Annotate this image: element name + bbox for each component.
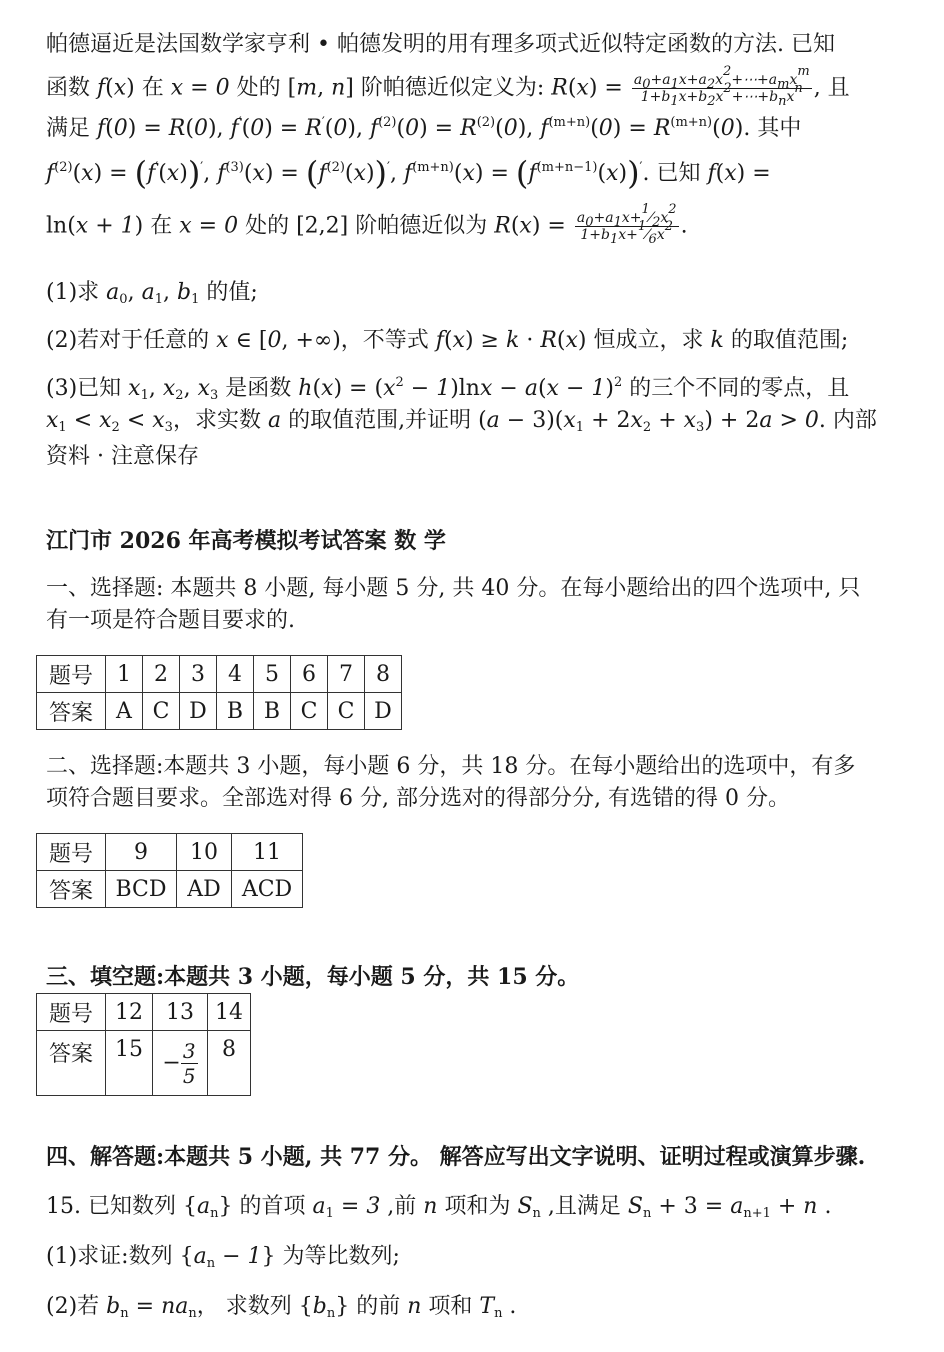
text: ， 求数列 [196,1294,299,1319]
table-header-cell: 题号 [37,834,106,871]
table-cell: 1 [106,656,143,693]
text: 的首项 [232,1194,313,1219]
text: 处的 [238,213,297,239]
problem-line-3: 满足 f(0) = R(0), f′(0) = R′(0), $f^{(2)}(0) = R^{(2)}(0)$, $f^{(m+n)}(0) = R^{(m+n)}(0)$. 其中 [46,115,802,141]
text: . 已知 [642,161,708,186]
text: 的取值范围,并证明 [281,408,479,433]
text: ,前 [380,1194,424,1219]
question-3-line-2: $x_1 < x_2 < x_3$，求实数 a 的取值范围,并证明 $(a - 3)(x_1 + 2x_2 + x_3) + 2a > 0$. 内部 [46,408,877,435]
text: 在 [143,213,180,239]
text: 函数 [46,75,97,101]
table-cell: 4 [217,656,254,693]
problem-line-4: $f^{(2)}(x) = (f'(x))'$, $f^{(3)}(x) = (f^{(2)}(x))'$, $f^{(m+n)}(x) = (f^{(m+n-1)}(x))'$. 已知 f(x) = [46,154,771,192]
table-cell: B [254,693,291,730]
table-row [37,834,303,871]
section-1-line-1 [46,574,860,604]
table-cell: A [106,693,143,730]
table-cell: 7 [328,656,365,693]
text: 的值; [199,280,258,305]
text: ，不等式 [340,328,436,353]
section-1-line-2 [46,606,295,636]
text: . 内部 [818,408,877,433]
table-row [37,871,303,908]
answers-title [46,526,446,556]
table-row [37,1031,251,1096]
text: 恒成立，求 [586,328,711,353]
pade-definition-fraction: $\frac{a_0+a_1x+a_2x^2+\cdots+a_mx^m}{1+b_1x+b_2x^2+\cdots+b_nx^n}$ [633,64,810,109]
table-cell: 10 [177,834,232,871]
text: . 其中 [743,116,802,141]
table-cell: BCD [106,871,177,908]
table-cell: ACD [232,871,303,908]
table-header-cell: 答案 [37,693,106,730]
table-cell: C [143,693,180,730]
section-2-line-1 [46,752,855,782]
text: 项符合题目要求。全部选对得 6 分, 部分选对的得部分分, 有选错的得 0 分。 [46,786,790,811]
table-cell: 15 [106,1031,153,1096]
table-cell: C [328,693,365,730]
denominator: 5 [182,1063,196,1088]
text: 满足 [46,116,97,141]
text: , 且 [813,75,850,101]
table-cell: 6 [291,656,328,693]
table-cell: D [365,693,402,730]
answer-table-1 [36,655,402,730]
text: 项和为 [437,1194,518,1219]
text: 阶帕德近似为 [348,213,495,239]
question-15-part-2: (2)若 $b_n = na_n$， 求数列 $\{b_n\}$ 的前 n 项和 $T_n$ . [46,1294,517,1321]
table-cell: 9 [106,834,177,871]
text: 为等比数列; [275,1244,400,1269]
question-15: 15. 已知数列 $\{a_n\}$ 的首项 $a_1 = 3$ ,前 n 项和为 $S_n$ ,且满足 $S_n + 3 = a_{n+1} + n$ . [46,1194,832,1221]
section-4-heading [46,1142,865,1172]
table-header-cell: 答案 [37,871,106,908]
table-header-cell: 题号 [37,994,106,1031]
text: 的取值范围; [723,328,849,353]
table-cell: 5 [254,656,291,693]
problem-line-5: ln(x + 1) 在 x = 0 处的 [2,2] 阶帕德近似为 R(x) = $\frac{a_0+a_1x+^1⁄_2x^2}{1+b_1x+^1⁄_6x^2}$ . [46,202,688,247]
text: 二、选择题:本题共 3 小题，每小题 6 分，共 18 分。在每小题给出的选项中，有多 [46,754,856,779]
question-2: (2)若对于任意的 x ∈ [0, +∞)，不等式 f(x) ≥ k · R(x) 恒成立，求 k 的取值范围; [46,328,849,353]
section-2-line-2 [46,784,790,814]
table-cell: C [291,693,328,730]
pade-approx-fraction: $\frac{a_0+a_1x+^1⁄_2x^2}{1+b_1x+^1⁄_6x^2}$ [576,202,677,247]
table-cell: 2 [143,656,180,693]
table-cell: 14 [208,994,251,1031]
answer-table-2 [36,833,303,908]
text: 四、解答题:本题共 5 小题, 共 77 分。 解答应写出文字说明、证明过程或演算步骤. [46,1144,866,1170]
problem-line-2: 函数 f(x) 在 x = 0 处的 [m, n] 阶帕德近似定义为: R(x) = $\frac{a_0+a_1x+a_2x^2+\cdots+a_mx^m}{1+b_1x+b_2x^2+\cdots+b_nx^n}$ , 且 [46,64,850,109]
question-3-line-1: (3)已知 $x_1$, $x_2$, $x_3$ 是函数 $h(x) = (x^2 - 1)\ln x - a(x - 1)^2$ 的三个不同的零点，且 [46,375,850,403]
table-cell: 13 [153,994,208,1031]
table-header-cell: 题号 [37,656,106,693]
table-row [37,994,251,1031]
text: (2)若 [46,1294,107,1319]
table-cell: 8 [208,1031,251,1096]
table-cell: 3 [180,656,217,693]
text: 是函数 [218,376,299,401]
table-row [37,693,402,730]
question-3-line-3 [46,442,199,472]
table-cell: 11 [232,834,303,871]
text: 项和 [421,1294,480,1319]
table-cell: AD [177,871,232,908]
question-1: (1)求 $a_0$, $a_1$, $b_1$ 的值; [46,280,258,307]
text: 一、选择题: 本题共 8 小题, 每小题 5 分, 共 40 分。在每小题给出的四个选项中, 只 [46,576,861,601]
text: ，求实数 [172,408,268,433]
table-cell [153,1031,208,1096]
minus-sign: − [162,1050,181,1075]
text: 15. 已知数列 [46,1194,183,1219]
problem-line-1 [46,30,835,60]
text: 的三个不同的零点，且 [622,376,850,401]
text: 江门市 2026 年高考模拟考试答案 数 学 [46,528,446,554]
text: 处的 [229,75,288,101]
text: 三、填空题:本题共 3 小题，每小题 5 分，共 15 分。 [46,964,580,990]
fraction [181,1039,198,1088]
section-3-heading [46,962,579,992]
numerator: 3 [182,1038,196,1063]
text: 在 [134,75,171,101]
table-cell: 12 [106,994,153,1031]
table-cell: 8 [365,656,402,693]
text: (1)求 [46,280,107,305]
text: ,且满足 [540,1194,628,1219]
table-header-cell: 答案 [37,1031,106,1096]
text: (1)求证:数列 [46,1244,180,1269]
text: (3)已知 [46,376,129,401]
question-15-part-1: (1)求证:数列 $\{a_n - 1\}$ 为等比数列; [46,1244,400,1271]
text: 有一项是符合题目要求的. [46,608,295,633]
text: 阶帕德近似定义为: [353,75,552,101]
table-cell: B [217,693,254,730]
text: 的前 [349,1294,408,1319]
table-cell: D [180,693,217,730]
text: (2)若对于任意的 [46,328,217,353]
problem-intro-text: 帕德逼近是法国数学家亨利 • 帕德发明的用有理多项式近似特定函数的方法. 已知 [46,32,835,57]
answer-table-3 [36,993,251,1096]
table-row [37,656,402,693]
watermark-note: 资料 · 注意保存 [46,444,199,469]
